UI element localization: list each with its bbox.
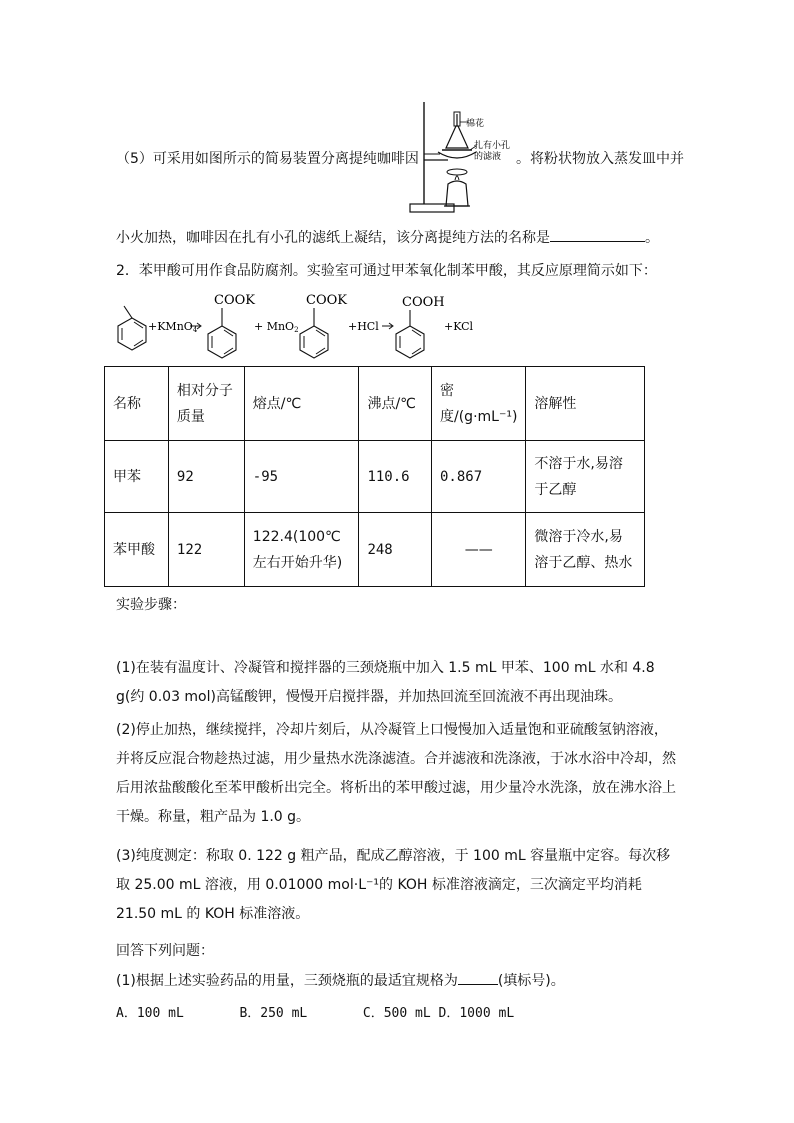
potassium-benzoate-structure-2 — [300, 308, 328, 358]
option-c[interactable]: C．500 mL — [362, 1006, 431, 1021]
q5-text-after: 。将粉状物放入蒸发皿中并 — [516, 151, 684, 167]
funnel — [446, 126, 468, 148]
q5-text-before: （5）可采用如图所示的简易装置分离提纯咖啡因 — [116, 151, 419, 167]
question-1-text: (1)根据上述实验药品的用量，三颈烧瓶的最适宜规格为 — [116, 973, 458, 989]
q5-line1-after — [516, 148, 684, 168]
answer-blank-method[interactable] — [550, 241, 645, 242]
cell-benzoic-solubility: 微溶于冷水,易溶于乙醇、热水 — [526, 513, 645, 587]
th-density: 密度/(g·mL⁻¹) — [432, 367, 526, 441]
toluene-structure — [118, 306, 146, 350]
q5-line2 — [116, 227, 659, 247]
kmno4-sub: 4 — [192, 326, 198, 334]
step-1: (1)在装有温度计、冷凝管和搅拌器的三颈烧瓶中加入 1.5 mL 甲苯、100 mL 水和 4.8 g(约 0.03 mol)高锰酸钾，慢慢开启搅拌器，并加热回流至回流液不再出现油珠。 — [116, 660, 655, 705]
stand-base — [410, 204, 454, 212]
cell-toluene-bp: 110.6 — [359, 441, 432, 513]
cell-toluene-name: 甲苯 — [105, 441, 169, 513]
potassium-benzoate-structure-1 — [208, 308, 236, 358]
cell-benzoic-bp: 248 — [359, 513, 432, 587]
option-d[interactable]: D．1000 mL — [438, 1006, 515, 1021]
step-2: (2)停止加热，继续搅拌，冷却片刻后，从冷凝管上口慢慢加入适量饱和亚硫酸氢钠溶液，并将反应混合物趁热过滤，用少量热水洗涤滤渣。合并滤液和洗涤液，于冰水浴中冷却，然后用浓盐酸酸化至苯甲酸析出完全。将析出的苯甲酸过滤，用少量冷水洗涤，放在沸水浴上干燥。称量，粗产品为 1.0 g。 — [116, 722, 676, 825]
th-molar-mass: 相对分子质量 — [168, 367, 244, 441]
cell-toluene-density: 0.867 — [432, 441, 526, 513]
option-a[interactable]: A．100 mL — [116, 1006, 184, 1021]
cell-benzoic-name: 苯甲酸 — [105, 513, 169, 587]
group-cook-2: COOK — [306, 293, 347, 308]
cell-benzoic-density: —— — [432, 513, 526, 587]
steps-title: 实验步骤： — [116, 597, 186, 613]
th-solubility: 溶解性 — [526, 367, 645, 441]
th-melting-point: 熔点/℃ — [244, 367, 359, 441]
reaction-scheme — [110, 288, 490, 360]
plus-mno2: + MnO — [254, 320, 295, 333]
table-row — [105, 441, 645, 513]
benzoic-acid-structure — [396, 310, 424, 358]
cell-toluene-solubility: 不溶于水,易溶于乙醇 — [526, 441, 645, 513]
th-boiling-point: 沸点/℃ — [359, 367, 432, 441]
plus-hcl: +HCl — [348, 320, 379, 333]
table-header-row — [105, 367, 645, 441]
table-row — [105, 513, 645, 587]
q5-line2-text: 小火加热，咖啡因在扎有小孔的滤纸上凝结，该分离提纯方法的名称是 — [116, 230, 550, 246]
plus-kcl: +KCl — [444, 320, 474, 333]
properties-table — [104, 366, 645, 587]
alcohol-lamp — [446, 181, 468, 206]
svg-text:+KMnO4 — [148, 320, 198, 334]
q5-line1 — [116, 148, 419, 168]
answer-title: 回答下列问题： — [116, 943, 214, 959]
sublimation-apparatus-figure — [408, 100, 516, 216]
step-3: (3)纯度测定：称取 0. 122 g 粗产品，配成乙醇溶液，于 100 mL 容量瓶中定容。每次移取 25.00 mL 溶液，用 0.01000 mol·L⁻¹的 KOH 标准溶液滴定，三次滴定平均消耗 21.50 mL 的 KOH 标准溶液。 — [116, 848, 671, 922]
q2-intro: 2．苯甲酸可用作食品防腐剂。实验室可通过甲苯氧化制苯甲酸，其反应原理简示如下： — [116, 263, 657, 279]
group-cook-1: COOK — [214, 293, 255, 308]
evaporating-dish — [438, 152, 476, 158]
q5-line2-end: 。 — [645, 230, 659, 246]
cell-benzoic-mp: 122.4(100℃左右开始升华) — [244, 513, 359, 587]
label-paper-1: 扎有小孔 — [474, 141, 511, 151]
svg-text:+ MnO2 — [254, 320, 299, 334]
cell-benzoic-mass: 122 — [168, 513, 244, 587]
cell-toluene-mass: 92 — [168, 441, 244, 513]
th-name: 名称 — [105, 367, 169, 441]
reagent-kmno4: +KMnO — [148, 320, 193, 333]
question-1 — [116, 970, 565, 990]
option-b[interactable]: B．250 mL — [239, 1006, 308, 1021]
mno2-sub: 2 — [294, 326, 299, 334]
answer-blank-flask[interactable] — [458, 984, 498, 985]
cell-toluene-mp: -95 — [244, 441, 359, 513]
label-paper-2: 的滤液 — [474, 152, 502, 162]
options-row — [116, 1002, 514, 1021]
group-cooh: COOH — [402, 295, 445, 310]
label-cotton: 棉花 — [466, 119, 485, 129]
question-1-end: (填标号)。 — [497, 973, 565, 989]
